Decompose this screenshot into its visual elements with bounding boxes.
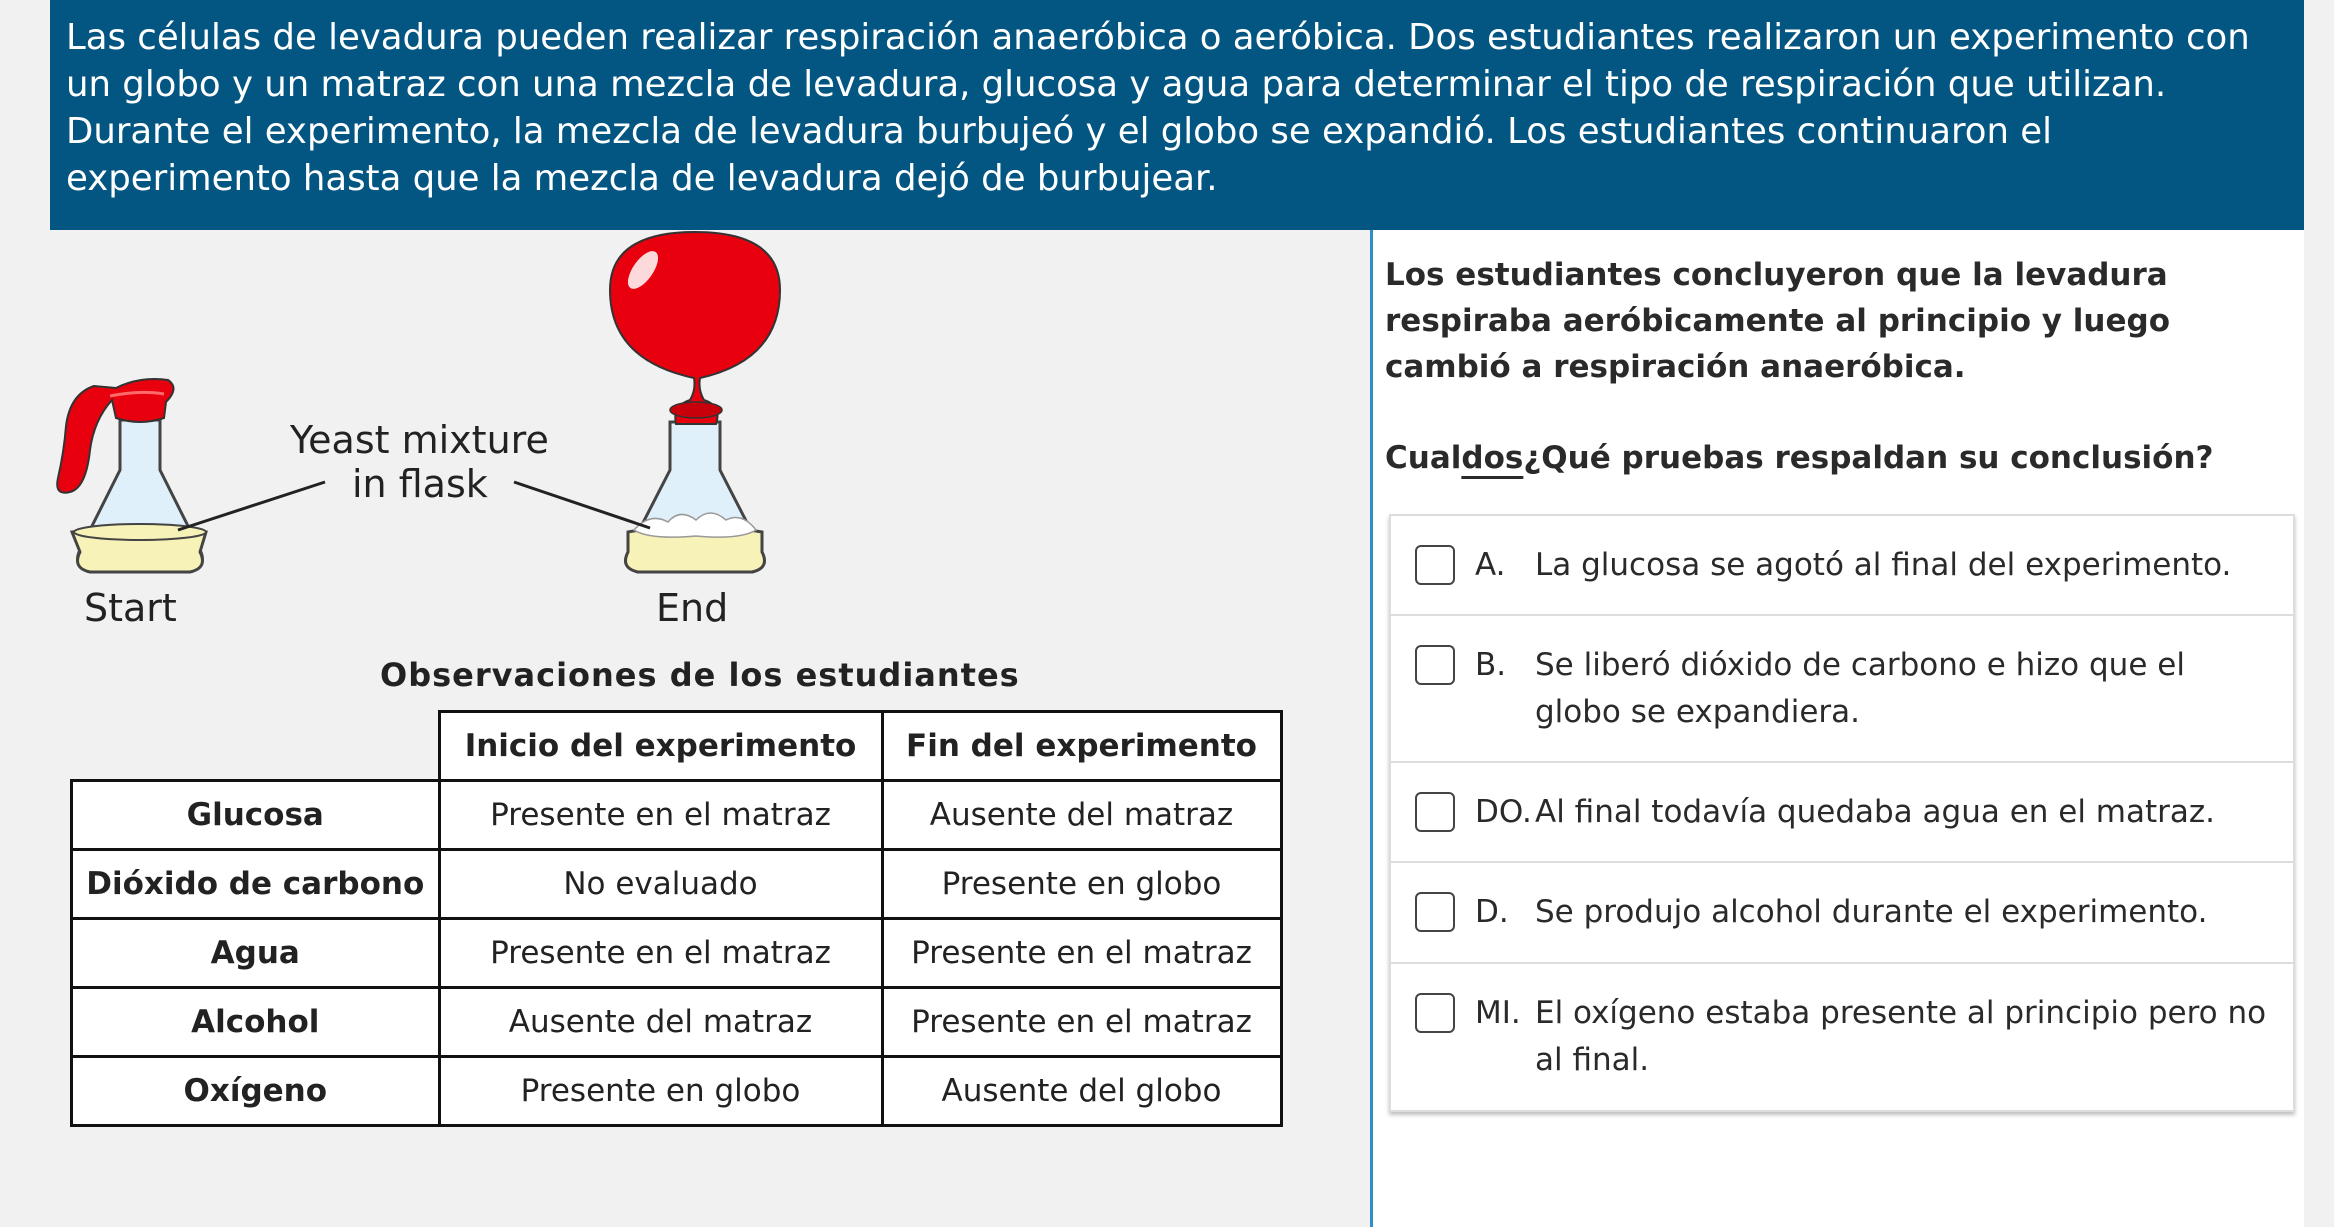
row-end-value: Presente en globo (882, 850, 1281, 919)
table-row (72, 781, 1282, 850)
row-end-value: Presente en el matraz (882, 919, 1281, 988)
option-letter: A. (1475, 547, 1506, 583)
checkbox-e[interactable] (1415, 993, 1455, 1033)
option-letter: MI. (1475, 995, 1521, 1031)
row-start-value: Presente en el matraz (439, 919, 882, 988)
start-label: Start (84, 586, 177, 630)
option-text: Se produjo alcohol durante el experimento. (1535, 894, 2208, 930)
option-text: Al final todavía quedaba agua en el matraz. (1535, 794, 2216, 830)
option-text: Se liberó dióxido de carbono e hizo que el globo se expandiera. (1535, 647, 2185, 730)
checkbox-c[interactable] (1415, 792, 1455, 832)
question-underlined: dos (1461, 440, 1524, 476)
row-substance: Agua (72, 919, 440, 988)
table-row (72, 988, 1282, 1057)
observations-title: Observaciones de los estudiantes (380, 656, 1020, 694)
table-row (72, 850, 1282, 919)
passage-text: Las células de levadura pueden realizar respiración anaeróbica o aeróbica. Dos estudiantes realizaron un experimento con un globo y un matraz con una mezcla de levadura, glucosa y agua para determinar el tipo de respiración que utilizan. Durante el experimento, la mezcla de levadura burbujeó y el globo se expandió. Los estudiantes continuaron el experimento hasta que la mezcla de levadura dejó de burbujear. (66, 17, 2250, 199)
checkbox-b[interactable] (1415, 645, 1455, 685)
row-start-value: Presente en globo (439, 1057, 882, 1126)
conclusion-statement: Los estudiantes concluyeron que la levadura respiraba aeróbicamente al principio y luego cambió a respiración anaeróbica. (1385, 257, 2170, 385)
option-b[interactable] (1391, 616, 2293, 763)
row-start-value: Ausente del matraz (439, 988, 882, 1057)
row-end-value: Ausente del matraz (882, 781, 1281, 850)
table-header-row (72, 712, 1282, 781)
row-substance: Glucosa (72, 781, 440, 850)
option-text: El oxígeno estaba presente al principio pero no al final. (1535, 995, 2267, 1078)
table-corner (72, 712, 440, 781)
question-prefix: Cual (1385, 440, 1462, 476)
option-a[interactable] (1391, 516, 2293, 616)
table-row (72, 1057, 1282, 1126)
experiment-figure (50, 230, 1370, 650)
table-row (72, 919, 1282, 988)
row-start-value: Presente en el matraz (439, 781, 882, 850)
row-substance: Dióxido de carbono (72, 850, 440, 919)
pointer-line-end (514, 482, 650, 528)
end-flask (626, 422, 765, 572)
table-header-start: Inicio del experimento (439, 712, 882, 781)
checkbox-a[interactable] (1415, 545, 1455, 585)
pointer-line-start (178, 482, 325, 530)
option-letter: DO. (1475, 794, 1532, 830)
row-substance: Alcohol (72, 988, 440, 1057)
left-panel (50, 230, 1370, 1227)
table-header-end: Fin del experimento (882, 712, 1281, 781)
option-text: La glucosa se agotó al final del experimento. (1535, 547, 2232, 583)
answer-options (1389, 514, 2295, 1112)
option-letter: D. (1475, 894, 1509, 930)
row-end-value: Presente en el matraz (882, 988, 1281, 1057)
option-d[interactable] (1391, 863, 2293, 964)
row-end-value: Ausente del globo (882, 1057, 1281, 1126)
option-c[interactable] (1391, 763, 2293, 863)
question-text: ¿Qué pruebas respaldan su conclusión? (1523, 440, 2214, 476)
passage-banner (50, 0, 2304, 230)
question-prompt (1385, 440, 2285, 476)
mixture-label-line2: in flask (352, 462, 488, 506)
option-e[interactable] (1391, 964, 2293, 1110)
observations-table (70, 710, 1283, 1127)
option-letter: B. (1475, 647, 1507, 683)
checkbox-d[interactable] (1415, 892, 1455, 932)
row-substance: Oxígeno (72, 1057, 440, 1126)
mixture-label-line1: Yeast mixture (290, 418, 549, 462)
end-label: End (656, 586, 729, 630)
inflated-balloon (610, 232, 780, 424)
row-start-value: No evaluado (439, 850, 882, 919)
right-panel (1373, 230, 2304, 1227)
